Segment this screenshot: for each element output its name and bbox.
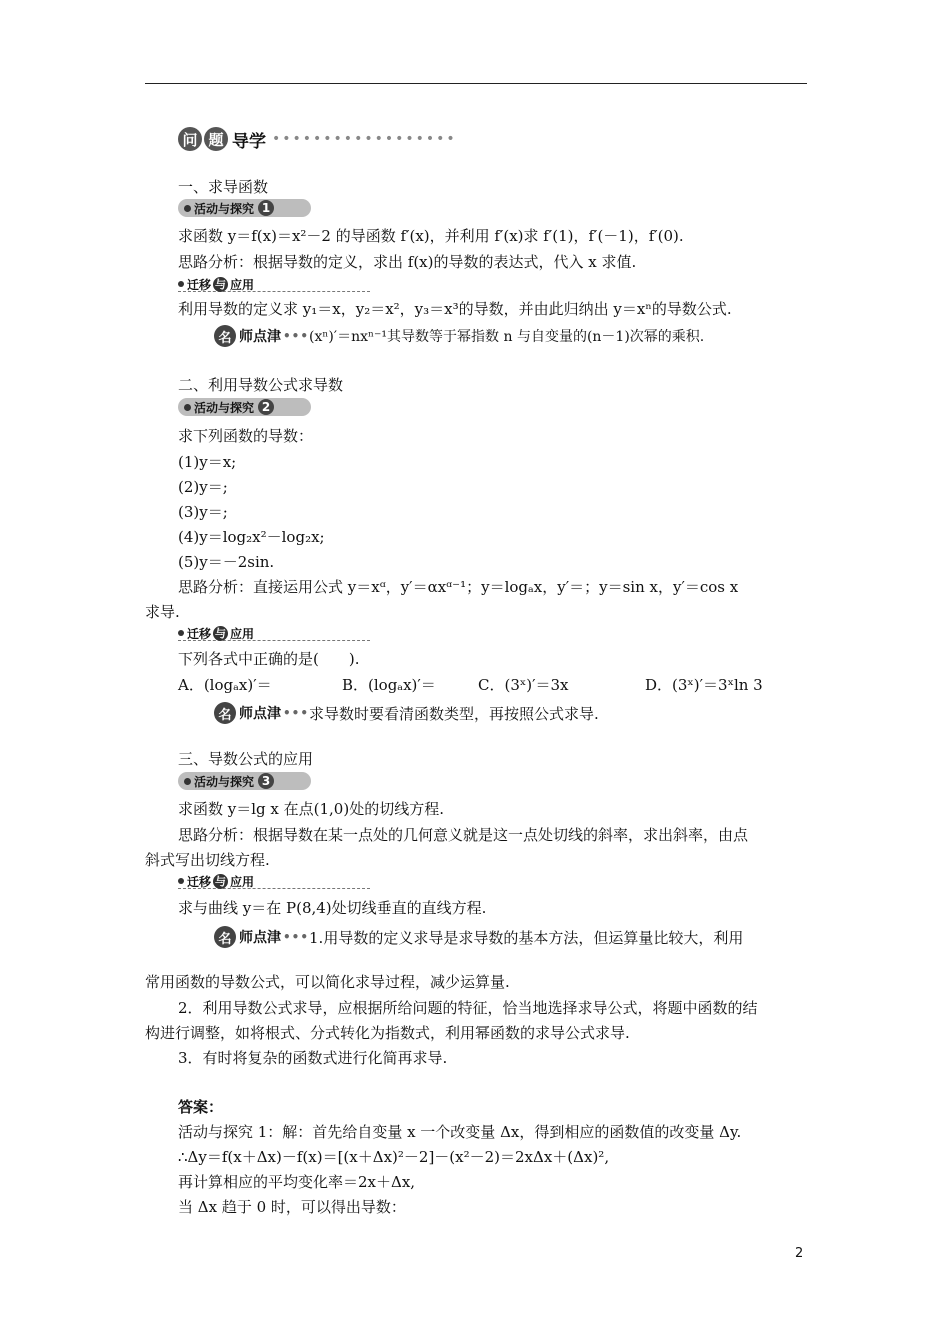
bullet-icon (184, 404, 191, 411)
answers-line: ∴Δy＝f(x＋Δx)－f(x)＝[(x＋Δx)²－2]－(x²－2)＝2xΔx＋(Δx)², (178, 1148, 610, 1166)
section2-item: (3)y＝; (178, 503, 228, 521)
section3-exercise: 求与曲线 y＝在 P(8,4)处切线垂直的直线方程. (178, 899, 487, 917)
activity-badge-3 (178, 772, 311, 790)
section3-problem: 求函数 y＝lg x 在点(1,0)处的切线方程. (178, 800, 444, 818)
migration-badge-1 (178, 277, 370, 292)
ming-icon: 名 (214, 702, 236, 724)
answers-heading: 答案： (178, 1098, 224, 1116)
section3-paragraph-3: 3．有时将复杂的函数式进行化简再求导. (178, 1049, 448, 1067)
migration-label-b: 与 (215, 627, 227, 640)
section2-item: (2)y＝; (178, 478, 228, 496)
section1-analysis: 思路分析：根据导数的定义，求出 f(x)的导数的表达式，代入 x 求值. (178, 253, 637, 271)
section2-title: 二、利用导数公式求导数 (178, 376, 344, 394)
section3-title: 三、导数公式的应用 (178, 750, 314, 768)
teacher-tip-3 (214, 926, 743, 948)
migration-label-a: 迁移 (187, 626, 212, 641)
bullet-icon (178, 878, 184, 884)
migration-badge-2 (178, 626, 370, 641)
section2-item: (1)y＝x; (178, 453, 237, 471)
activity-label: 活动与探究 (194, 774, 255, 789)
tip-text: (xⁿ)′＝nxⁿ⁻¹其导数等于幂指数 n 与自变量的(n－1)次幂的乘积. (309, 329, 705, 345)
bullet-icon (184, 778, 191, 785)
banner-char-2: 题 (204, 127, 228, 151)
activity-number: 1 (258, 200, 274, 216)
migration-label-b: 与 (215, 278, 227, 291)
tip-text: 求导数时要看清函数类型，再按照公式求导. (309, 704, 599, 723)
option-d: D．(3ˣ)′＝3ˣln 3 (645, 676, 763, 694)
migration-label-a: 迁移 (187, 874, 212, 889)
answers-line: 当 Δx 趋于 0 时，可以得出导数： (178, 1198, 406, 1216)
section2-item: (4)y＝log₂x²－log₂x; (178, 528, 325, 546)
activity-number: 2 (258, 399, 274, 415)
activity-badge-2 (178, 398, 311, 416)
activity-badge-1 (178, 199, 311, 217)
tip-label: 师点津 (239, 706, 281, 722)
tip-dots: ••• (283, 329, 310, 343)
section-banner (178, 124, 457, 154)
option-b: B．(logₐx)′＝ (342, 676, 436, 694)
bullet-icon (178, 281, 184, 287)
section3-analysis: 思路分析：根据导数在某一点处的几何意义就是这一点处切线的斜率，求出斜率，由点 (178, 826, 749, 844)
option-a: A．(logₐx)′＝ (178, 676, 272, 694)
teacher-tip-1 (214, 325, 704, 347)
activity-label: 活动与探究 (194, 201, 255, 216)
ming-icon: 名 (214, 325, 236, 347)
answers-line: 再计算相应的平均变化率＝2x＋Δx, (178, 1173, 416, 1191)
banner-text: 导学 (232, 131, 266, 152)
section3-paragraph-2: 2．利用导数公式求导，应根据所给问题的特征，恰当地选择求导公式，将题中函数的结 (178, 999, 758, 1017)
section1-title: 一、求导函数 (178, 178, 269, 196)
migration-label-b: 与 (215, 875, 227, 888)
page-number: 2 (795, 1246, 804, 1261)
tip-text: 1.用导数的定义求导是求导数的基本方法，但运算量比较大，利用 (309, 928, 744, 947)
section3-paragraph-2-cont: 构进行调整，如将根式、分式转化为指数式，利用幂函数的求导公式求导. (145, 1024, 630, 1042)
section1-problem: 求函数 y＝f(x)＝x²－2 的导函数 f′(x)，并利用 f′(x)求 f′(1)，f′(－1)，f′(0). (178, 227, 684, 245)
section3-analysis-cont: 斜式写出切线方程. (145, 851, 270, 869)
migration-label-a: 迁移 (187, 277, 212, 292)
migration-badge-3 (178, 874, 370, 889)
tip-dots: ••• (283, 930, 310, 944)
activity-label: 活动与探究 (194, 400, 255, 415)
ming-icon: 名 (214, 926, 236, 948)
tip-label: 师点津 (239, 930, 281, 946)
migration-label-c: 应用 (230, 277, 255, 292)
section2-exercise: 下列各式中正确的是( ). (178, 650, 360, 668)
banner-char-1: 问 (178, 127, 202, 151)
header-rule (145, 83, 807, 84)
section1-exercise: 利用导数的定义求 y₁＝x，y₂＝x²，y₃＝x³的导数，并由此归纳出 y＝xⁿ的导数公式. (178, 300, 732, 318)
bullet-icon (184, 205, 191, 212)
section2-analysis-cont: 求导. (145, 603, 180, 621)
activity-number: 3 (258, 773, 274, 789)
tip-dots: ••• (283, 706, 310, 720)
bullet-icon (178, 630, 184, 636)
teacher-tip-2 (214, 702, 599, 724)
banner-dots: •••••••••••••••••• (272, 131, 457, 147)
section2-problem-intro: 求下列函数的导数： (178, 427, 314, 445)
migration-label-c: 应用 (230, 874, 255, 889)
answers-line: 活动与探究 1：解：首先给自变量 x 一个改变量 Δx，得到相应的函数值的改变量 Δy. (178, 1123, 742, 1141)
section2-item: (5)y＝－2sin. (178, 553, 275, 571)
tip-label: 师点津 (239, 329, 281, 345)
migration-label-c: 应用 (230, 626, 255, 641)
section2-analysis: 思路分析：直接运用公式 y＝xᵅ，y′＝αxᵅ⁻¹；y＝logₐx，y′＝；y＝sin x，y′＝cos x (178, 578, 739, 596)
tip-text-cont: 常用函数的导数公式，可以简化求导过程，减少运算量. (145, 973, 510, 991)
option-c: C．(3ˣ)′＝3x (478, 676, 569, 694)
